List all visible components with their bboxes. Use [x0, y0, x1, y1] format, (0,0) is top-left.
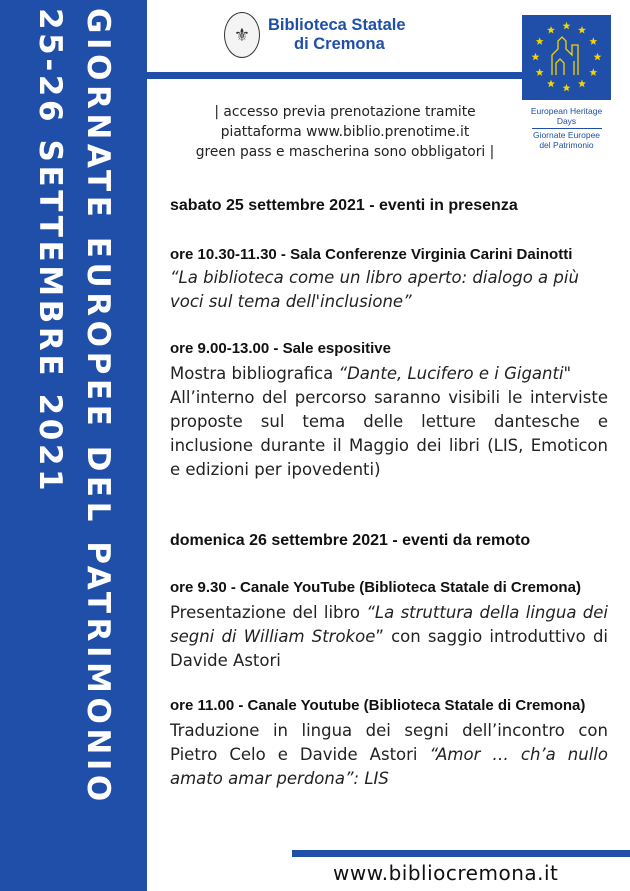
eu-star-icon — [594, 53, 602, 61]
event-description: All’interno del percorso saranno visibili le interviste proposte sul tema delle letture dantesche e inclusione durante il Maggio dei libri (LIS, Emoticon e edizioni per ipovedenti) — [170, 388, 608, 479]
ehd-italian-label-1: Giornate Europee — [532, 130, 601, 140]
eu-star-icon — [578, 26, 586, 34]
event-quote: “La biblioteca come un libro aperto: dialogo a più voci sul tema dell'inclusione” — [170, 268, 579, 311]
eu-star-icon — [589, 37, 597, 45]
heritage-days-logo — [522, 15, 611, 150]
eu-star-icon — [589, 68, 597, 76]
eu-star-icon — [547, 80, 555, 88]
eu-star-icon — [563, 22, 571, 30]
event-title: ore 10.30-11.30 - Sala Conferenze Virginia Carini Dainotti — [170, 246, 573, 263]
eu-star-icon — [578, 80, 586, 88]
eu-star-icon — [547, 26, 555, 34]
bottom-divider — [292, 850, 630, 857]
logo-line1: Biblioteca Statale — [268, 16, 406, 34]
event-quote: “Dante, Lucifero e i Giganti — [338, 364, 564, 383]
library-logo — [224, 12, 406, 58]
heritage-building-icon — [552, 37, 578, 75]
event-title: ore 9.30 - Canale YouTube (Biblioteca Statale di Cremona) — [170, 579, 581, 596]
day-heading-sunday: domenica 26 settembre 2021 - eventi da remoto — [170, 532, 531, 549]
event-title: ore 11.00 - Canale Youtube (Biblioteca Statale di Cremona) — [170, 697, 586, 714]
banner-title: GIORNATE EUROPEE DEL PATRIMONIO — [80, 8, 116, 806]
logo-line2: di Cremona — [294, 35, 385, 53]
eu-stars-icon — [522, 15, 611, 100]
eu-star-icon — [536, 37, 544, 45]
event-description: Mostra bibliografica “Dante, Lucifero e i Giganti" — [170, 364, 572, 383]
top-divider — [147, 72, 524, 79]
booking-notice — [165, 102, 525, 162]
event-description: Traduzione in lingua dei segni dell’incontro con Pietro Celo e Davide Astori “Amor … ch’a nullo amato amar perdona”: LIS — [170, 721, 608, 788]
event-title: ore 9.00-13.00 - Sale espositive — [170, 340, 391, 357]
notice-line1: | accesso previa prenotazione tramite — [214, 104, 476, 120]
event-quote: “Amor … ch’a nullo amato amar perdona”: LIS — [170, 745, 608, 788]
notice-line2: piattaforma www.biblio.prenotime.it — [220, 124, 470, 140]
ehd-italian-label-2: del Patrimonio — [539, 140, 594, 150]
event-quote: “La struttura della lingua dei segni di William Strokoe — [170, 603, 608, 646]
banner-dates: 25-26 SETTEMBRE 2021 — [32, 8, 68, 495]
event-description — [170, 266, 608, 314]
notice-line3: green pass e mascherina sono obbligatori | — [195, 144, 495, 160]
website-link[interactable]: www.bibliocremona.it — [333, 861, 559, 885]
day-heading-saturday: sabato 25 settembre 2021 - eventi in presenza — [170, 197, 518, 214]
sidebar-banner — [0, 0, 147, 891]
eu-star-icon — [532, 53, 540, 61]
eu-star-icon — [563, 84, 571, 92]
library-seal-icon: ⚜ — [224, 12, 260, 58]
ehd-english-label: European Heritage Days — [530, 106, 603, 126]
event-description: Presentazione del libro “La struttura della lingua dei segni di William Strokoe” con saggio introduttivo di Davide Astori — [170, 603, 608, 670]
eu-star-icon — [536, 68, 544, 76]
